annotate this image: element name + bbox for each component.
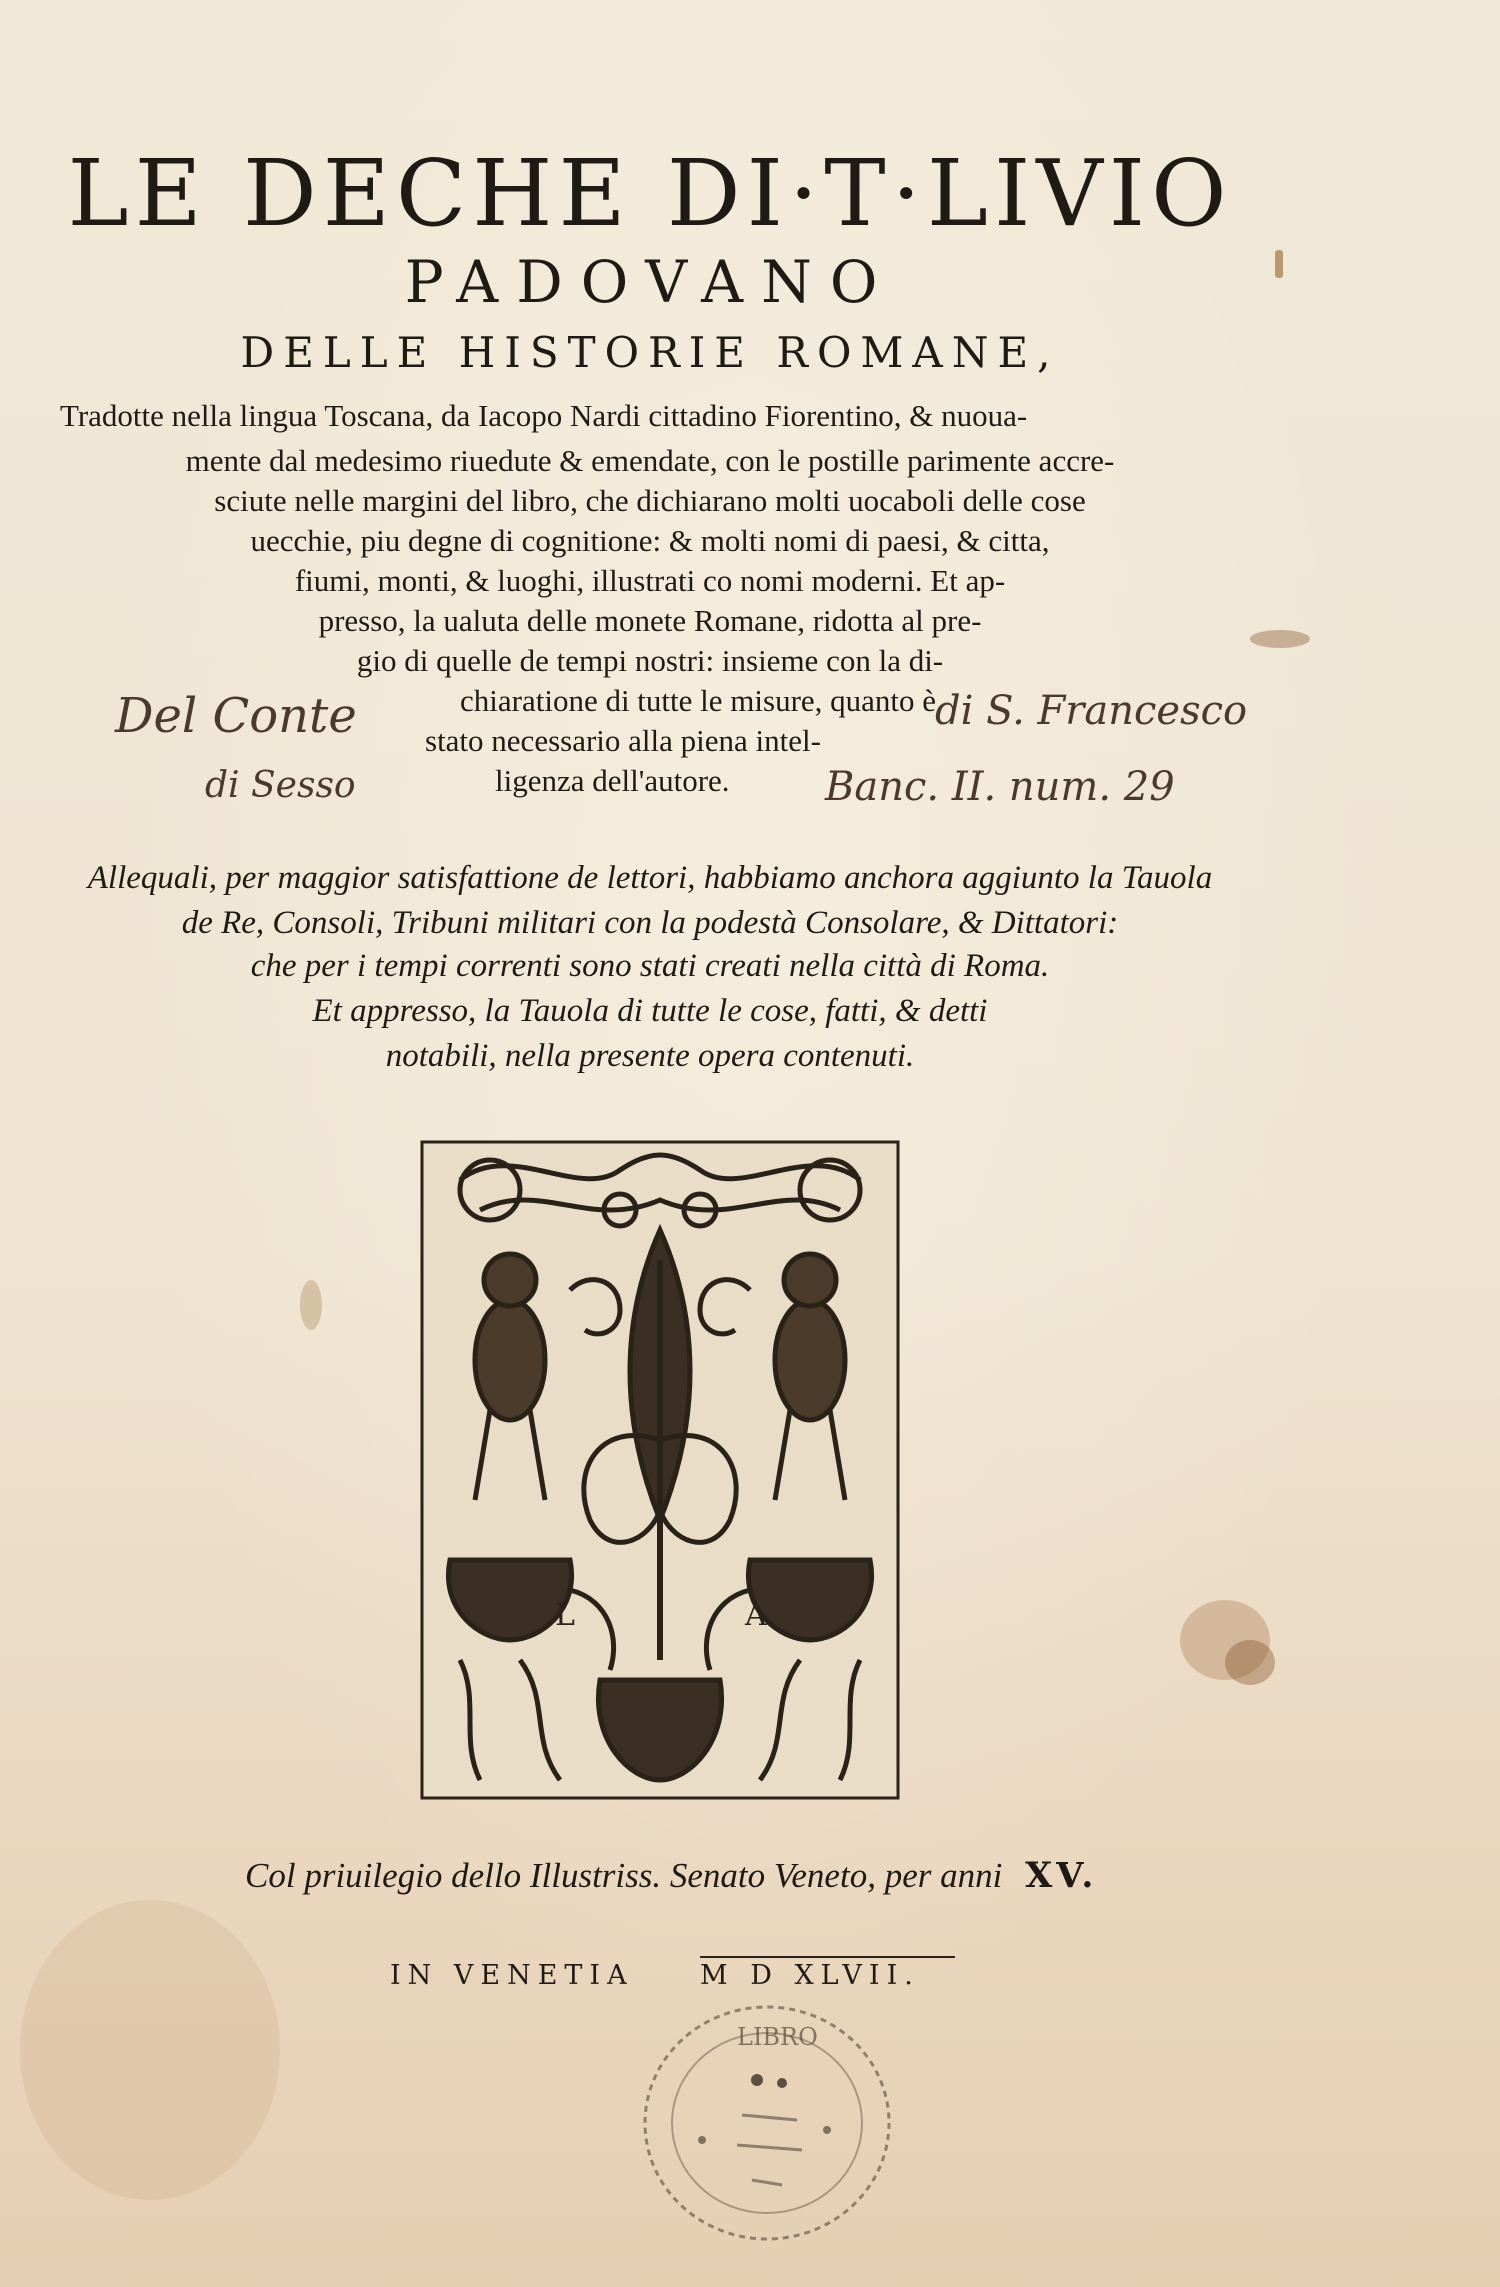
handwritten-note-right-1: di S. Francesco <box>935 688 1248 734</box>
imprint-year: M D XLVII. <box>700 1960 920 1991</box>
library-stamp <box>632 1995 902 2250</box>
imprint-place: IN VENETIA <box>390 1960 634 1991</box>
device-letter-left: L <box>555 1598 575 1633</box>
description-line: ligenza dell'autore. <box>495 763 730 798</box>
description-line: presso, la ualuta delle monete Romane, ridotta al pre- <box>318 603 982 638</box>
stain <box>1225 1640 1275 1685</box>
device-letter-right: A <box>745 1598 767 1633</box>
title-line-2: PADOVANO <box>404 248 896 316</box>
title-line-3: DELLE HISTORIE ROMANE, <box>240 328 1060 377</box>
printers-device-woodcut <box>420 1140 900 1800</box>
title-line-1: LE DECHE DI·T·LIVIO <box>67 140 1233 247</box>
handwritten-note-right-2: Banc. II. num. 29 <box>825 764 1175 810</box>
addendum-line: che per i tempi correnti sono stati creati nella città di Roma. <box>250 948 1050 984</box>
privilege-years: XV. <box>1025 1855 1098 1896</box>
description-line: stato necessario alla piena intel- <box>425 723 821 758</box>
rule <box>700 1956 955 1958</box>
description-line: fiumi, monti, & luoghi, illustrati co nomi moderni. Et ap- <box>294 563 1006 598</box>
description-line: Tradotte nella lingua Toscana, da Iacopo Nardi cittadino Fiorentino, & nuoua- <box>60 398 1028 433</box>
privilege-text: Col priuilegio dello Illustriss. Senato Veneto, per anni <box>245 1856 1003 1895</box>
stain <box>300 1280 322 1330</box>
addendum-line: de Re, Consoli, Tribuni militari con la podestà Consolare, & Dittatori: <box>181 905 1119 941</box>
stamp-text: LIBRO <box>737 2023 818 2051</box>
handwritten-note-left-1: Del Conte <box>115 688 357 744</box>
privilege-line <box>245 1855 1098 1896</box>
addendum-line: Allequali, per maggior satisfattione de lettori, habbiamo anchora aggiunto la Tauola <box>87 860 1213 896</box>
description-line: uecchie, piu degne di cognitione: & molti nomi di paesi, & citta, <box>250 523 1050 558</box>
addendum-line: notabili, nella presente opera contenuti. <box>385 1038 915 1074</box>
addendum-line: Et appresso, la Tauola di tutte le cose, fatti, & detti <box>312 993 988 1029</box>
handwritten-note-left-2: di Sesso <box>205 765 356 806</box>
description-line: gio di quelle de tempi nostri: insieme con la di- <box>356 643 944 678</box>
description-line: sciute nelle margini del libro, che dichiarano molti uocaboli delle cose <box>214 483 1086 518</box>
stain <box>20 1900 280 2200</box>
description-line: mente dal medesimo riuedute & emendate, con le postille parimente accre- <box>185 443 1115 478</box>
description-line: chiaratione di tutte le misure, quanto è <box>460 683 937 718</box>
